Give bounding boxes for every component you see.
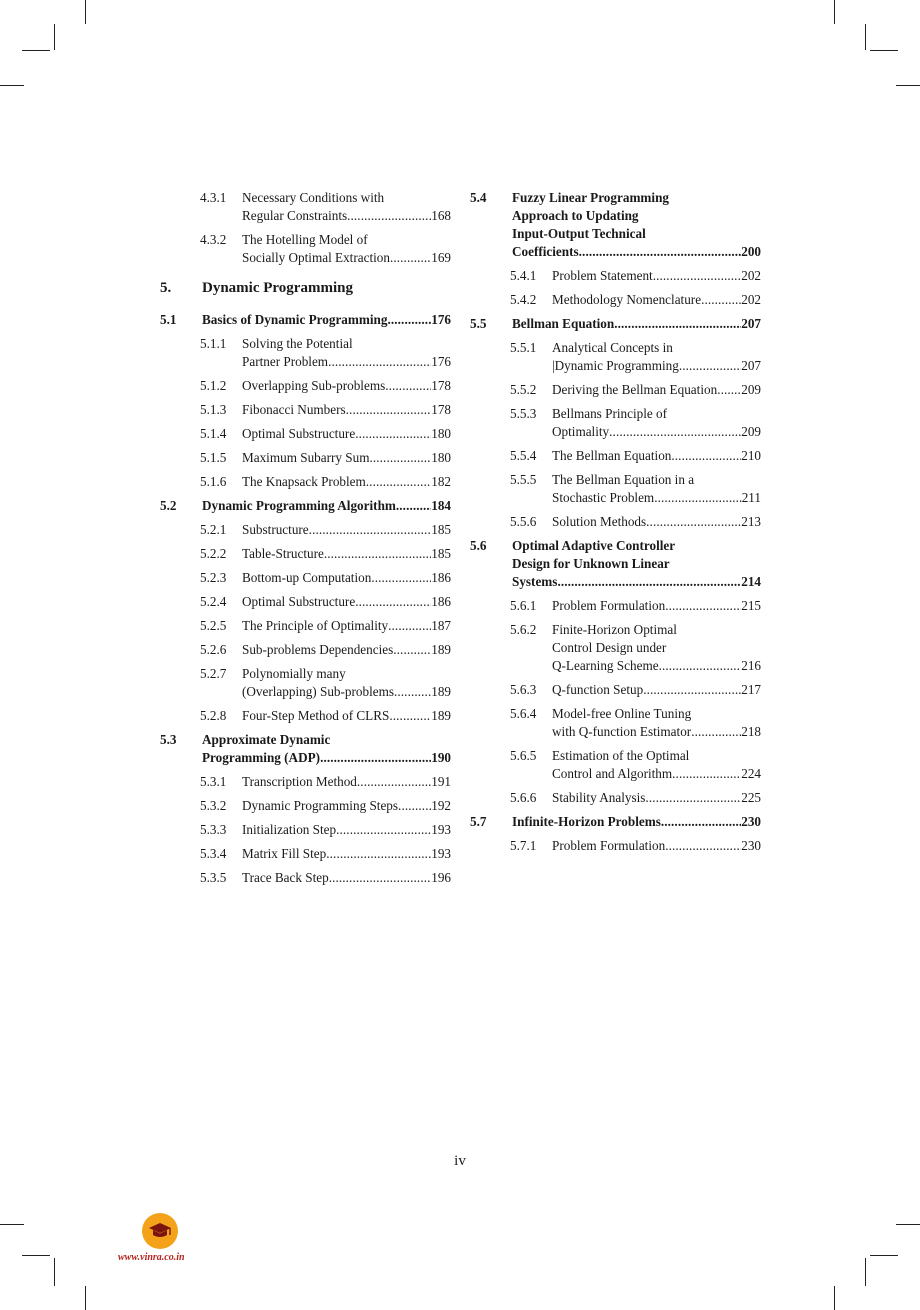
section-title: Necessary Conditions with — [242, 190, 385, 205]
section-number: 5.7.1 — [510, 838, 537, 853]
crop-mark — [54, 24, 55, 50]
dot-leader — [646, 513, 741, 531]
toc-section — [470, 315, 761, 333]
toc-section — [160, 731, 451, 767]
toc-subsection — [160, 593, 451, 611]
dot-leader — [643, 681, 741, 699]
toc-subsection — [160, 473, 451, 491]
section-title: Sub-problems Dependencies — [242, 642, 394, 657]
section-title: The Bellman Equation in a — [552, 472, 695, 487]
page-ref: 207 — [741, 316, 761, 331]
chapter-heading — [160, 279, 451, 297]
page-ref: 210 — [741, 448, 761, 463]
toc-subsection — [470, 405, 761, 441]
section-number: 5.5.6 — [510, 514, 537, 529]
dot-leader — [691, 723, 741, 741]
section-number: 4.3.1 — [200, 190, 227, 205]
crop-mark — [865, 24, 866, 50]
section-number: 5.3.4 — [200, 846, 227, 861]
toc-subsection — [470, 381, 761, 399]
toc-subsection — [160, 401, 451, 419]
page-ref: 216 — [741, 658, 761, 673]
section-title: The Bellman Equation — [552, 448, 672, 463]
toc-subsection — [160, 449, 451, 467]
section-title: Trace Back Step — [242, 870, 329, 885]
page-ref: 176 — [431, 312, 451, 327]
section-number: 5.2.7 — [200, 666, 227, 681]
section-title: The Principle of Optimality — [242, 618, 389, 633]
toc-subsection — [160, 797, 451, 815]
section-title: Solving the Potential — [242, 336, 353, 351]
section-number: 5.6 — [470, 538, 487, 553]
toc-subsection — [470, 789, 761, 807]
crop-mark — [896, 1224, 920, 1225]
section-number: 5.2.1 — [200, 522, 227, 537]
section-title: Fibonacci Numbers — [242, 402, 346, 417]
section-title: Four-Step Method of CLRS — [242, 708, 390, 723]
section-number: 5.3.3 — [200, 822, 227, 837]
page-ref: 169 — [431, 250, 451, 265]
section-title: Control Design under — [552, 640, 667, 655]
section-title: The Hotelling Model of — [242, 232, 368, 247]
crop-mark — [0, 85, 24, 86]
toc-subsection — [160, 821, 451, 839]
page-ref: 191 — [431, 774, 451, 789]
dot-leader — [393, 641, 431, 659]
section-title: Estimation of the Optimal — [552, 748, 690, 763]
section-title: Regular Constraints — [242, 208, 348, 223]
page-ref: 193 — [431, 846, 451, 861]
dot-leader — [394, 683, 431, 701]
section-number: 5.2.2 — [200, 546, 227, 561]
section-number: 5.4.2 — [510, 292, 537, 307]
toc-section — [470, 189, 761, 261]
section-number: 4.3.2 — [200, 232, 227, 247]
dot-leader — [653, 267, 741, 285]
section-number: 5.7 — [470, 814, 487, 829]
dot-leader — [665, 837, 741, 855]
page-ref: 211 — [741, 490, 761, 505]
section-number: 5.2.6 — [200, 642, 227, 657]
dot-leader — [390, 249, 431, 267]
section-title: (Overlapping) Sub-problems — [242, 684, 394, 699]
section-number: 5.5 — [470, 316, 487, 331]
section-title: Fuzzy Linear Programming — [512, 190, 670, 205]
crop-mark — [865, 1258, 866, 1286]
page-ref: 184 — [431, 498, 451, 513]
toc-subsection — [160, 773, 451, 791]
page-ref: 225 — [741, 790, 761, 805]
section-title: Stochastic Problem — [552, 490, 655, 505]
section-title: Basics of Dynamic Programming — [202, 312, 388, 327]
page-ref: 186 — [431, 594, 451, 609]
dot-leader — [336, 821, 431, 839]
section-title: Approach to Updating — [512, 208, 639, 223]
section-number: 5.1.5 — [200, 450, 227, 465]
section-title: Table-Structure — [242, 546, 324, 561]
page-ref: 187 — [431, 618, 451, 633]
section-number: 5.5.3 — [510, 406, 537, 421]
section-title: Approximate Dynamic — [202, 732, 331, 747]
section-number: 5.4 — [470, 190, 487, 205]
page-ref: 185 — [431, 522, 451, 537]
section-number: 5.6.6 — [510, 790, 537, 805]
page-ref: 218 — [741, 724, 761, 739]
page-ref: 189 — [431, 684, 451, 699]
toc-section — [160, 311, 451, 329]
dot-leader — [369, 449, 431, 467]
toc-subsection — [470, 339, 761, 375]
toc-section — [160, 497, 451, 515]
toc-subsection — [470, 513, 761, 531]
toc-subsection — [470, 291, 761, 309]
page-ref: 185 — [431, 546, 451, 561]
dot-leader — [672, 765, 741, 783]
section-title: Deriving the Bellman Equation — [552, 382, 718, 397]
section-title: Initialization Step — [242, 822, 337, 837]
page-ref: 202 — [741, 268, 761, 283]
toc-subsection — [470, 471, 761, 507]
section-title: Optimality — [552, 424, 610, 439]
section-title: Socially Optimal Extraction — [242, 250, 390, 265]
crop-mark — [22, 1255, 50, 1256]
section-title: Methodology Nomenclature — [552, 292, 702, 307]
page-ref: 176 — [431, 354, 451, 369]
page-ref: 168 — [431, 208, 451, 223]
dot-leader — [355, 593, 431, 611]
dot-leader — [387, 311, 431, 329]
dot-leader — [388, 617, 431, 635]
dot-leader — [371, 569, 431, 587]
crop-mark — [0, 1224, 24, 1225]
section-number: 5.1.3 — [200, 402, 227, 417]
dot-leader — [398, 797, 431, 815]
page-ref: 214 — [741, 574, 761, 589]
section-number: 5.3.1 — [200, 774, 227, 789]
section-title: The Knapsack Problem — [242, 474, 366, 489]
section-title: Stability Analysis — [552, 790, 646, 805]
dot-leader — [671, 447, 741, 465]
section-title: Problem Formulation — [552, 838, 666, 853]
section-title: Programming (ADP) — [202, 750, 321, 765]
page-ref: 213 — [741, 514, 761, 529]
section-title: Q-Learning Scheme — [552, 658, 659, 673]
section-title: Dynamic Programming Steps — [242, 798, 399, 813]
section-title: Optimal Substructure — [242, 426, 356, 441]
section-title: Q-function Setup — [552, 682, 644, 697]
page-ref: 230 — [741, 814, 761, 829]
page-ref: 189 — [431, 708, 451, 723]
dot-leader — [701, 291, 741, 309]
section-number: 5.5.4 — [510, 448, 537, 463]
toc-subsection — [160, 335, 451, 371]
dot-leader — [609, 423, 741, 441]
toc-subsection — [160, 665, 451, 701]
dot-leader — [385, 377, 431, 395]
section-number: 5.3.2 — [200, 798, 227, 813]
toc-subsection — [470, 597, 761, 615]
page-ref: 207 — [741, 358, 761, 373]
dot-leader — [717, 381, 741, 399]
dot-leader — [324, 545, 431, 563]
section-title: Problem Formulation — [552, 598, 666, 613]
dot-leader — [557, 573, 741, 591]
crop-mark — [870, 1255, 898, 1256]
section-number: 5.1.1 — [200, 336, 227, 351]
section-title: Optimal Adaptive Controller — [512, 538, 676, 553]
section-number: 5.2 — [160, 498, 177, 513]
dot-leader — [366, 473, 431, 491]
section-title: Design for Unknown Linear — [512, 556, 670, 571]
page-ref: 178 — [431, 378, 451, 393]
dot-leader — [309, 521, 432, 539]
toc-subsection — [470, 447, 761, 465]
section-title: Optimal Substructure — [242, 594, 356, 609]
toc-section — [470, 813, 761, 831]
section-title: Bellman Equation — [512, 316, 615, 331]
section-number: 5. — [160, 280, 172, 296]
page-ref: 189 — [431, 642, 451, 657]
toc-left-column — [160, 189, 451, 893]
toc-subsection — [160, 189, 451, 225]
section-number: 5.1.2 — [200, 378, 227, 393]
page-ref: 209 — [741, 424, 761, 439]
section-number: 5.2.4 — [200, 594, 227, 609]
page-ref: 215 — [741, 598, 761, 613]
page-ref: 186 — [431, 570, 451, 585]
crop-mark — [896, 85, 920, 86]
section-number: 5.6.2 — [510, 622, 537, 637]
page-ref: 178 — [431, 402, 451, 417]
section-title: Control and Algorithm — [552, 766, 673, 781]
dot-leader — [355, 425, 431, 443]
page-ref: 230 — [741, 838, 761, 853]
toc-subsection — [160, 641, 451, 659]
dot-leader — [320, 749, 431, 767]
crop-mark — [54, 1258, 55, 1286]
toc-subsection — [160, 869, 451, 887]
section-title: Finite-Horizon Optimal — [552, 622, 677, 637]
section-title: Input-Output Technical — [512, 226, 646, 241]
crop-mark — [85, 0, 86, 24]
section-title: Dynamic Programming Algorithm — [202, 498, 396, 513]
graduation-cap-icon — [142, 1213, 178, 1249]
crop-mark — [834, 0, 835, 24]
section-number: 5.2.8 — [200, 708, 227, 723]
section-title: Systems — [512, 574, 558, 589]
page-ref: 180 — [431, 450, 451, 465]
section-title: Analytical Concepts in — [552, 340, 673, 355]
website-url: www.vinra.co.in — [118, 1252, 185, 1263]
section-title: Coefficients — [512, 244, 579, 259]
page-ref: 192 — [431, 798, 451, 813]
toc-subsection — [160, 425, 451, 443]
page-ref: 182 — [431, 474, 451, 489]
page-ref: 190 — [431, 750, 451, 765]
toc-subsection — [160, 617, 451, 635]
section-title: Maximum Subarry Sum — [242, 450, 370, 465]
page-ref: 200 — [741, 244, 761, 259]
section-title: Solution Methods — [552, 514, 647, 529]
toc-subsection — [160, 231, 451, 267]
crop-mark — [834, 1286, 835, 1310]
toc-subsection — [470, 621, 761, 675]
section-number: 5.6.5 — [510, 748, 537, 763]
toc-subsection — [160, 845, 451, 863]
section-number: 5.4.1 — [510, 268, 537, 283]
toc-subsection — [160, 545, 451, 563]
section-number: 5.3.5 — [200, 870, 227, 885]
toc-subsection — [470, 747, 761, 783]
page-ref: 180 — [431, 426, 451, 441]
crop-mark — [870, 50, 898, 51]
section-number: 5.1.6 — [200, 474, 227, 489]
page-ref: 196 — [431, 870, 451, 885]
section-title: with Q-function Estimator — [552, 724, 692, 739]
toc-subsection — [160, 707, 451, 725]
section-title: Matrix Fill Step — [242, 846, 327, 861]
section-title: Problem Statement — [552, 268, 653, 283]
dot-leader — [346, 401, 432, 419]
section-number: 5.1 — [160, 312, 177, 327]
section-number: 5.5.2 — [510, 382, 537, 397]
page-ref: 193 — [431, 822, 451, 837]
page-number: iv — [454, 1153, 466, 1169]
page-ref: 224 — [741, 766, 761, 781]
section-number: 5.2.3 — [200, 570, 227, 585]
section-number: 5.6.4 — [510, 706, 537, 721]
dot-leader — [357, 773, 431, 791]
toc-subsection — [160, 569, 451, 587]
dot-leader — [326, 845, 431, 863]
toc-subsection — [160, 377, 451, 395]
section-title: Dynamic Programming — [202, 280, 353, 296]
section-number: 5.6.1 — [510, 598, 537, 613]
section-title: Bottom-up Computation — [242, 570, 372, 585]
crop-mark — [22, 50, 50, 51]
dot-leader — [659, 657, 742, 675]
toc-subsection — [470, 837, 761, 855]
toc-subsection — [470, 681, 761, 699]
dot-leader — [579, 243, 742, 261]
section-title: Partner Problem — [242, 354, 329, 369]
dot-leader — [654, 489, 742, 507]
section-title: Substructure — [242, 522, 309, 537]
toc-section — [470, 537, 761, 591]
dot-leader — [665, 597, 741, 615]
dot-leader — [645, 789, 741, 807]
toc-right-column — [470, 189, 761, 861]
dot-leader — [396, 497, 431, 515]
page-ref: 217 — [741, 682, 761, 697]
section-title: Overlapping Sub-problems — [242, 378, 386, 393]
toc-subsection — [470, 705, 761, 741]
dot-leader — [329, 869, 432, 887]
section-title: Polynomially many — [242, 666, 346, 681]
toc-subsection — [160, 521, 451, 539]
section-number: 5.1.4 — [200, 426, 227, 441]
crop-mark — [85, 1286, 86, 1310]
section-number: 5.5.1 — [510, 340, 537, 355]
toc-subsection — [470, 267, 761, 285]
page-ref: 202 — [741, 292, 761, 307]
dot-leader — [679, 357, 741, 375]
dot-leader — [347, 207, 431, 225]
section-number: 5.6.3 — [510, 682, 537, 697]
section-number: 5.5.5 — [510, 472, 537, 487]
section-title: Model-free Online Tuning — [552, 706, 692, 721]
section-number: 5.2.5 — [200, 618, 227, 633]
dot-leader — [614, 315, 741, 333]
page-ref: 209 — [741, 382, 761, 397]
dot-leader — [661, 813, 741, 831]
dot-leader — [328, 353, 431, 371]
section-title: |Dynamic Programming — [552, 358, 679, 373]
section-title: Transcription Method — [242, 774, 357, 789]
section-title: Bellmans Principle of — [552, 406, 668, 421]
dot-leader — [389, 707, 431, 725]
section-number: 5.3 — [160, 732, 177, 747]
section-title: Infinite-Horizon Problems — [512, 814, 661, 829]
